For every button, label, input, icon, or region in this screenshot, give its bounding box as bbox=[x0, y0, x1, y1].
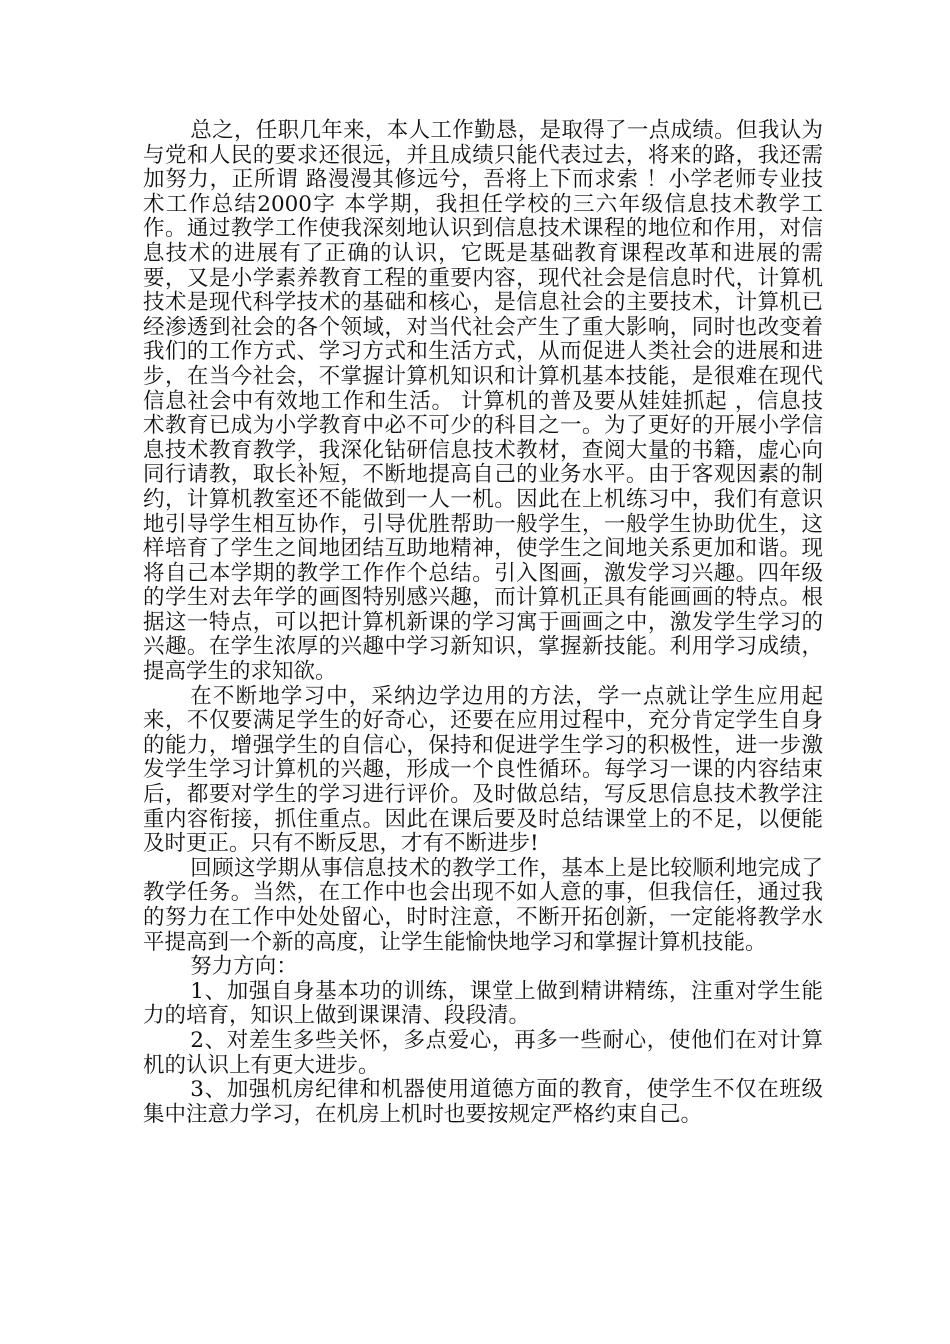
paragraph-direction-item-2: 2、对差生多些关怀，多点爱心，再多一些耐心，使他们在对计算机的认识上有更大进步。 bbox=[143, 1027, 823, 1078]
paragraph-learning-by-doing: 在不断地学习中，采纳边学边用的方法，学一点就让学生应用起来，不仅要满足学生的好奇心，还要在应用过程中，充分肯定学生自身的能力，增强学生的自信心，保持和促进学生学习的积极性，进一步激发学生学习计算机的兴趣，形成一个良性循环。每学习一课的内容结束后，都要对学生的学习进行评价。及时做总结，写反思信息技术教学注重内容衔接，抓住重点。因此在课后要及时总结课堂上的不足，以便能及时更正。只有不断反思，才有不断进步! bbox=[143, 683, 823, 857]
paragraph-direction-heading: 努力方向： bbox=[190, 954, 298, 980]
paragraph-direction-item-3: 3、加强机房纪律和机器使用道德方面的教育，使学生不仅在班级集中注意力学习，在机房上机时也要按规定严格约束自己。 bbox=[143, 1077, 823, 1127]
paragraph-review: 回顾这学期从事信息技术的教学工作，基本上是比较顺利地完成了教学任务。当然，在工作中也会出现不如人意的事，但我信任，通过我的努力在工作中处处留心，时时注意，不断开拓创新，一定能将教学水平提高到一个新的高度，让学生能愉快地学习和掌握计算机技能。 bbox=[143, 855, 823, 955]
paragraph-summary-and-intro: 总之，任职几年来，本人工作勤恳，是取得了一点成绩。但我认为与党和人民的要求还很远，并且成绩只能代表过去，将来的路，我还需加努力，正所谓 路漫漫其修远兮，吾将上下而求索 ！小学老师专业技术工作总结2000字 本学期，我担任学校的三六年级信息技术教学工作。通过教学工作使我深刻地认识到信息技术课程的地位和作用，对信息技术的进展有了正确的认识，它既是基础教育课程改革和进展的需要，又是小学素养教育工程的重要内容，现代社会是信息时代，计算机技术是现代科学技术的基础和核心，是信息社会的主要技术，计算机已经渗透到社会的各个领域，对当代社会产生了重大影响，同时也改变着我们的工作方式、学习方式和生活方式，从而促进人类社会的进展和进步，在当今社会，不掌握计算机知识和计算机基本技能，是很难在现代信息社会中有效地工作和生活。 计算机的普及要从娃娃抓起 ，信息技术教育已成为小学教育中必不可少的科目之一。为了更好的开展小学信息技术教育教学，我深化钻研信息技术教材，查阅大量的书籍，虚心向同行请教，取长补短，不断地提高自己的业务水平。由于客观因素的制约，计算机教室还不能做到一人一机。因此在上机练习中，我们有意识地引导学生相互协作，引导优胜帮助一般学生，一般学生协助优生，这样培育了学生之间地团结互助地精神，使学生之间地关系更加和谐。现将自己本学期的教学工作作个总结。引入图画，激发学习兴趣。四年级的学生对去年学的画图特别感兴趣，而计算机正具有能画画的特点。根据这一特点，可以把计算机新课的学习寓于画画之中，激发学生学习的兴趣。在学生浓厚的兴趣中学习新知识，掌握新技能。利用学习成绩，提高学生的求知欲。 bbox=[143, 118, 823, 685]
paragraph-direction-item-1: 1、加强自身基本功的训练，课堂上做到精讲精练，注重对学生能力的培育，知识上做到课课清、段段清。 bbox=[143, 978, 823, 1029]
document-body bbox=[143, 119, 823, 1127]
